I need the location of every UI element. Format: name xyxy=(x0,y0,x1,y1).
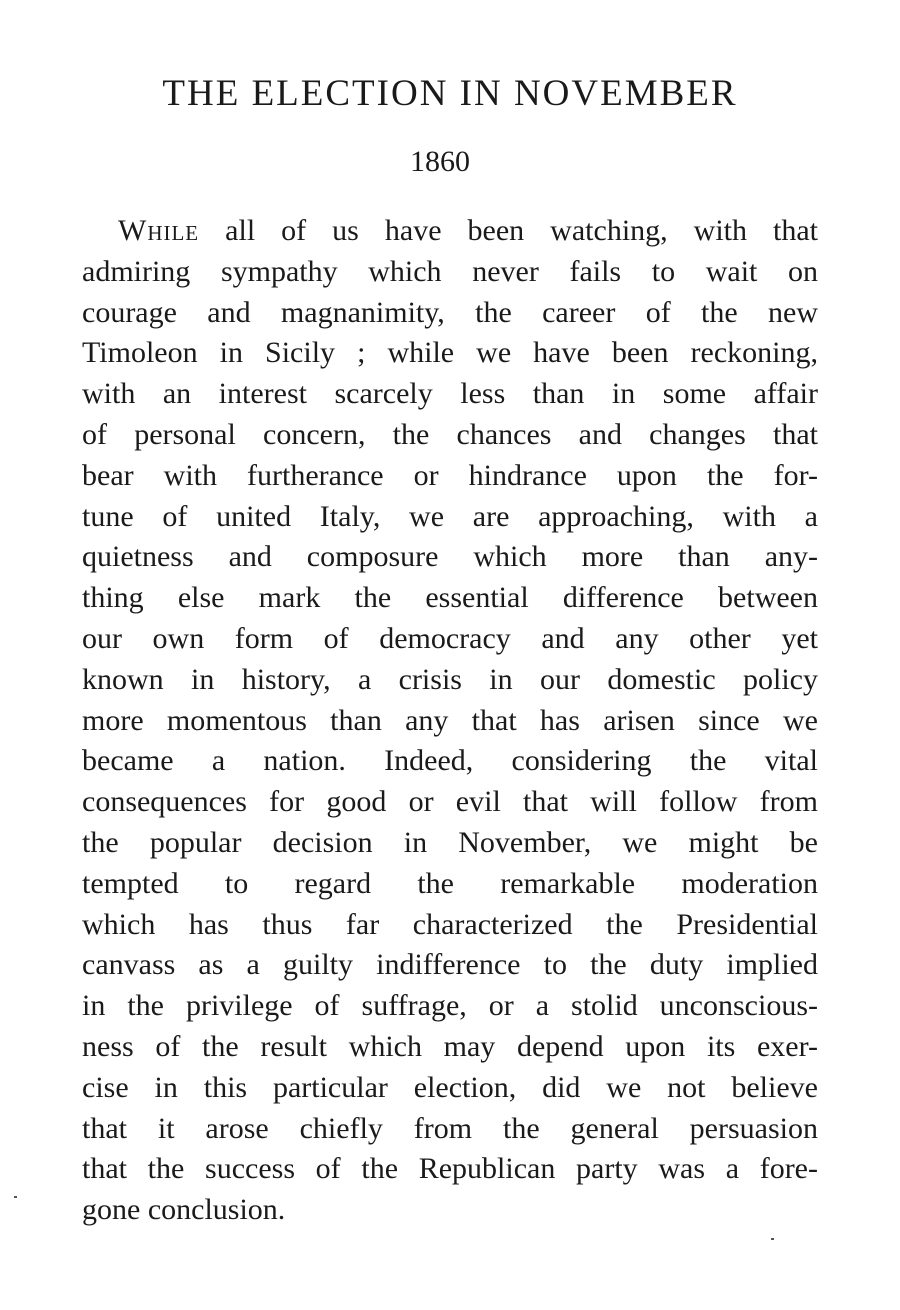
paragraph-line: admiring sympathy which never fails to wait on xyxy=(82,254,818,288)
paragraph-line: bear with furtherance or hindrance upon the for- xyxy=(82,458,818,492)
first-line-text: all of us have been watching, with that xyxy=(225,214,818,247)
paragraph-last-line: gone conclusion. xyxy=(82,1193,286,1227)
paragraph-line: tempted to regard the remarkable moderation xyxy=(82,866,818,900)
body-paragraph xyxy=(82,211,818,1231)
scan-speck xyxy=(14,1196,17,1198)
paragraph-line: known in history, a crisis in our domestic policy xyxy=(82,662,818,696)
lead-word: While xyxy=(118,214,200,247)
paragraph-line: which has thus far characterized the Presidential xyxy=(82,907,818,941)
paragraph-line: consequences for good or evil that will follow from xyxy=(82,785,818,819)
chapter-year: 1860 xyxy=(410,145,470,178)
chapter-title: THE ELECTION IN NOVEMBER xyxy=(162,73,738,114)
paragraph-line: in the privilege of suffrage, or a stolid unconscious- xyxy=(82,989,818,1023)
paragraph-line: quietness and composure which more than any- xyxy=(82,540,818,574)
paragraph-line: more momentous than any that has arisen since we xyxy=(82,703,818,737)
paragraph-line: tune of united Italy, we are approaching, with a xyxy=(82,499,818,533)
paragraph-line: the popular decision in November, we might be xyxy=(82,825,818,859)
paragraph-line: our own form of democracy and any other yet xyxy=(82,621,818,655)
paragraph-line: courage and magnanimity, the career of the new xyxy=(82,295,818,329)
paragraph-line: of personal concern, the chances and changes that xyxy=(82,417,818,451)
paragraph-line: ness of the result which may depend upon its exer- xyxy=(82,1029,818,1063)
scan-speck xyxy=(771,1238,774,1240)
paragraph-line: that it arose chiefly from the general persuasion xyxy=(82,1111,818,1145)
paragraph-line: thing else mark the essential difference between xyxy=(82,581,818,615)
paragraph-line: cise in this particular election, did we not believe xyxy=(82,1070,818,1104)
paragraph-line: Timoleon in Sicily ; while we have been reckoning, xyxy=(82,336,818,370)
paragraph-line: canvass as a guilty indifference to the duty implied xyxy=(82,948,818,982)
paragraph-line: became a nation. Indeed, considering the vital xyxy=(82,744,818,778)
paragraph-line: with an interest scarcely less than in some affair xyxy=(82,377,818,411)
paragraph-line xyxy=(82,211,818,252)
paragraph-line: that the success of the Republican party was a fore- xyxy=(82,1152,818,1186)
